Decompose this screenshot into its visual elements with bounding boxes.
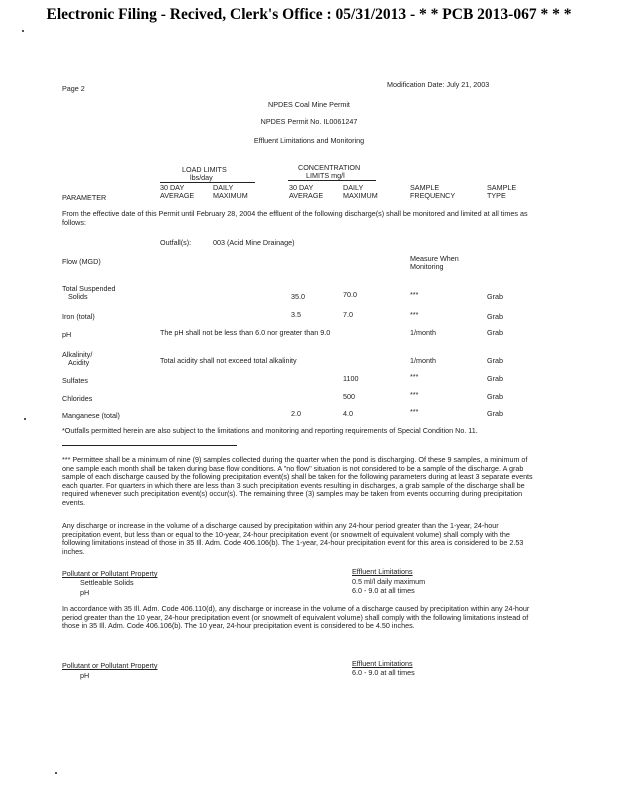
alkalinity-param-1: Alkalinity/: [62, 350, 93, 359]
block1-row2-limit: 6.0 - 9.0 at all times: [352, 586, 415, 595]
load-average-label: AVERAGE: [160, 191, 195, 200]
concentration-rule: [288, 180, 376, 181]
chlorides-frequency: ***: [410, 390, 419, 399]
permit-number: NPDES Permit No. IL0061247: [260, 117, 358, 126]
iron-average: 3.5: [291, 310, 301, 319]
page-number: Page 2: [62, 84, 85, 93]
intro-paragraph: From the effective date of this Permit until February 28, 2004 the effluent of the following discharge(s) shall be monitored and limited at all times as follows:: [62, 209, 528, 227]
flow-frequency-1: Measure When: [410, 254, 459, 263]
conc-average-label: AVERAGE: [289, 191, 324, 200]
tss-frequency: ***: [410, 290, 419, 299]
block2-pollutant-header: Pollutant or Pollutant Property: [62, 661, 158, 670]
block2-row1-limit: 6.0 - 9.0 at all times: [352, 668, 415, 677]
block1-limitations-header: Effluent Limitations: [352, 567, 413, 576]
limits-mgl-label: LIMITS mg/l: [306, 171, 345, 180]
scan-speck: [55, 772, 57, 774]
modification-date: Modification Date: July 21, 2003: [387, 80, 490, 89]
chlorides-param: Chlorides: [62, 394, 93, 403]
note-divider: [62, 445, 237, 446]
block1-row1-limit: 0.5 ml/l daily maximum: [352, 577, 426, 586]
outfall-value: 003 (Acid Mine Drainage): [213, 238, 295, 247]
chlorides-type: Grab: [487, 392, 503, 401]
iron-maximum: 7.0: [343, 310, 353, 319]
ph-limit-text: The pH shall not be less than 6.0 nor greater than 9.0: [160, 328, 331, 337]
ph-param: pH: [62, 330, 72, 339]
scan-speck: [22, 30, 24, 32]
sample-type-label-1: SAMPLE: [487, 183, 517, 192]
ten-year-event-paragraph: In accordance with 35 Ill. Adm. Code 406.110(d), any discharge or increase in the volume of a discharge caused by precipitation within any 24-hour period greater than the 10 year, 24-hour precipitation event (or snowmelt of equivalent volume) shall comply with the following limitations instead of those in 35 Ill. Adm. Code 406.106(b). The 10 year, 24-hour precipitation event is considered to be 4.50 inches.: [62, 604, 530, 631]
ph-type: Grab: [487, 328, 503, 337]
tss-maximum: 70.0: [343, 290, 357, 299]
alkalinity-param-2: Acidity: [68, 358, 90, 367]
sulfates-param: Sulfates: [62, 376, 88, 385]
alkalinity-frequency: 1/month: [410, 356, 436, 365]
iron-type: Grab: [487, 312, 503, 321]
parameter-label: PARAMETER: [62, 193, 107, 202]
conc-maximum-label: MAXIMUM: [343, 191, 378, 200]
flow-frequency-2: Monitoring: [410, 262, 444, 271]
tss-type: Grab: [487, 292, 503, 301]
block2-row1-pollutant: pH: [80, 671, 90, 680]
permit-title: NPDES Coal Mine Permit: [268, 100, 350, 109]
manganese-frequency: ***: [410, 407, 419, 416]
alkalinity-limit-text: Total acidity shall not exceed total alkalinity: [160, 356, 297, 365]
block2-limitations-header: Effluent Limitations: [352, 659, 413, 668]
conc-30day-label: 30 DAY: [289, 183, 314, 192]
filing-stamp: Electronic Filing - Recived, Clerk's Office : 05/31/2013 - * * PCB 2013-067 * * *: [46, 6, 572, 23]
section-title: Effluent Limitations and Monitoring: [253, 136, 365, 145]
load-maximum-label: MAXIMUM: [213, 191, 248, 200]
scan-speck: [24, 418, 26, 420]
manganese-param: Manganese (total): [62, 411, 120, 420]
block1-row2-pollutant: pH: [80, 588, 90, 597]
tss-average: 35.0: [291, 292, 305, 301]
block1-row1-pollutant: Settleable Solids: [80, 578, 134, 587]
sample-frequency-label-2: FREQUENCY: [410, 191, 456, 200]
tss-param-2: Solids: [68, 292, 88, 301]
lbs-day-label: lbs/day: [190, 173, 213, 182]
sulfates-type: Grab: [487, 374, 503, 383]
manganese-type: Grab: [487, 409, 503, 418]
ph-frequency: 1/month: [410, 328, 436, 337]
conc-daily-label: DAILY: [343, 183, 364, 192]
sulfates-maximum: 1100: [343, 374, 359, 383]
block1-pollutant-header: Pollutant or Pollutant Property: [62, 569, 158, 578]
load-daily-label: DAILY: [213, 183, 234, 192]
outfall-note: *Outfalls permitted herein are also subject to the limitations and monitoring and reporting requirements of Special Condition No. 11.: [62, 426, 478, 435]
concentration-header: CONCENTRATION: [298, 163, 361, 172]
one-year-event-paragraph: Any discharge or increase in the volume of a discharge caused by precipitation within any 24-hour period greater than the 1-year, 24-hour precipitation event, but less than or equal to the 10-year, 24-hour precipitation event (or snowmelt of equivalent volume) shall comply with the following limitations instead of those in 35 Ill. Adm. Code 406.106(b). The 1-year, 24-hour precipitation event for this area is considered to be 2.53 inches.: [62, 521, 524, 556]
flow-param: Flow (MGD): [62, 257, 101, 266]
sulfates-frequency: ***: [410, 372, 419, 381]
chlorides-maximum: 500: [343, 392, 355, 401]
sample-type-label-2: TYPE: [487, 191, 506, 200]
alkalinity-type: Grab: [487, 356, 503, 365]
manganese-average: 2.0: [291, 409, 301, 418]
sampling-paragraph: *** Permittee shall be a minimum of nine (9) samples collected during the quarter when the pond is discharging. Of these 9 samples, a minimum of one sample each month shall be taken during base flow conditions. A "no flow" situation is not considered to be a sample of the discharge. A grab sample of each discharge caused by the following precipitation event(s) shall be taken for the following parameters during at least 3 separate events each quarter. For quarters in which there are less than 3 such precipitation events resulting in discharges, a grab sample of the discharge shall be required whenever such precipitation event(s) occur(s). The remaining three (3) samples may be taken from events occurring during precipitation events.: [62, 455, 533, 507]
load-limits-header: LOAD LIMITS: [182, 165, 227, 174]
load-30day-label: 30 DAY: [160, 183, 185, 192]
manganese-maximum: 4.0: [343, 409, 353, 418]
iron-frequency: ***: [410, 310, 419, 319]
outfall-label: Outfall(s):: [160, 238, 192, 247]
tss-param-1: Total Suspended: [62, 284, 116, 293]
iron-param: Iron (total): [62, 312, 95, 321]
sample-frequency-label-1: SAMPLE: [410, 183, 440, 192]
